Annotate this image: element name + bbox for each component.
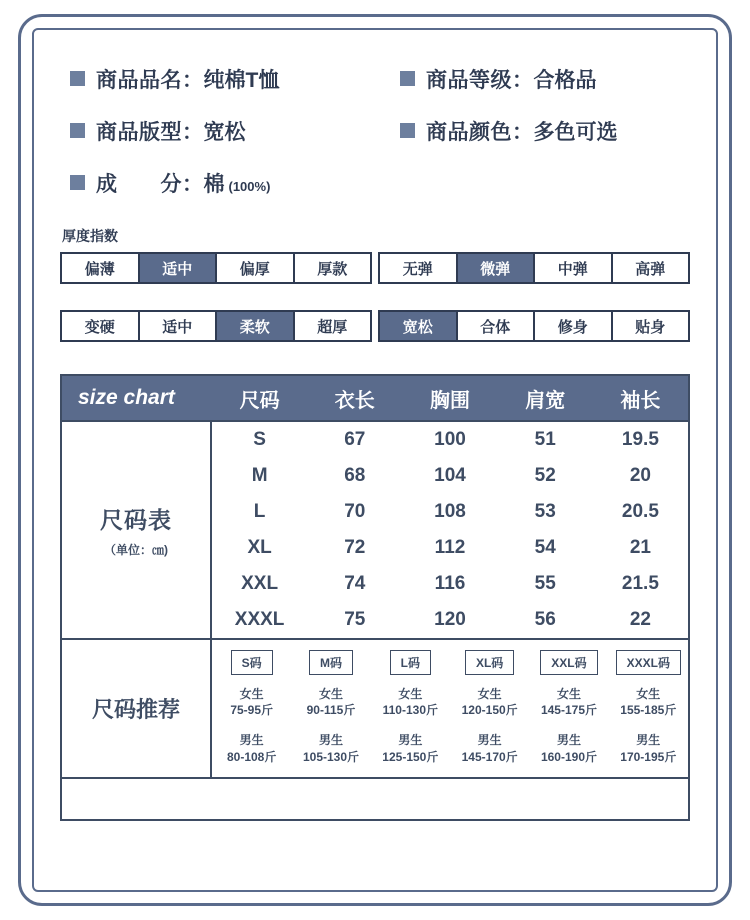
cell-shoulder: 51 [534,429,556,450]
elasticity-option-0[interactable]: 无弹 [380,254,458,282]
cell-size: XL [247,537,272,558]
cell-length: 67 [344,429,366,450]
cell-length: 68 [344,465,366,486]
size-chart-side-title: 尺码表 [100,507,172,533]
size-chart-body [62,420,688,638]
spec-label: 商品等级： [426,69,534,92]
male-weight: 125-150斤 [382,749,439,764]
female-group [383,686,438,718]
softness-option-3[interactable]: 超厚 [317,318,348,336]
table-row [212,422,688,458]
size-chip: S码 [231,650,273,675]
size-chip: XXL码 [540,650,597,675]
male-group [303,732,359,764]
recommendation-column [609,650,688,765]
cell-shoulder: 53 [534,501,556,522]
male-label: 男生 [636,733,661,748]
thickness-selector[interactable] [60,252,372,284]
male-group [541,732,597,764]
square-bullet-icon [400,123,415,138]
size-recommendation-title: 尺码推荐 [62,640,212,777]
spec-item-material [70,168,400,198]
cell-bust: 112 [434,537,466,558]
recommendation-column [371,650,450,765]
male-group [462,732,518,764]
cell-length: 72 [344,537,366,558]
spec-row [70,168,690,198]
page-content [32,28,718,892]
female-label: 女生 [398,687,423,701]
male-weight: 160-190斤 [540,749,597,764]
cell-shoulder: 52 [534,465,556,486]
cell-bust: 104 [434,465,466,486]
square-bullet-icon [70,175,85,190]
spec-row [70,64,690,94]
cell-sleeve: 19.5 [621,429,659,450]
female-group [462,686,518,718]
spec-label: 商品版型： [96,121,204,144]
table-row [212,602,688,638]
fit-option-3[interactable]: 贴身 [635,318,666,336]
spec-sub-value: (100%) [228,179,271,194]
recommendation-column [450,650,529,765]
male-label: 男生 [398,733,423,748]
table-row [212,566,688,602]
spec-item-product-grade [400,64,597,94]
male-label: 男生 [318,733,343,748]
cell-size: XXXL [234,609,285,630]
male-label: 男生 [556,733,581,748]
spec-list [70,64,690,198]
spec-item-fit-type [70,116,400,146]
square-bullet-icon [400,71,415,86]
female-label: 女生 [318,687,343,701]
recommendation-column [529,650,608,765]
spec-value: 棉 [203,173,225,196]
softness-selector[interactable] [60,310,372,342]
cell-sleeve: 21.5 [621,573,659,594]
size-chip: M码 [309,650,353,675]
cell-bust: 100 [434,429,466,450]
female-label: 女生 [556,687,581,701]
female-weight: 110-130斤 [382,703,439,718]
softness-option-1[interactable]: 适中 [140,312,218,340]
female-label: 女生 [477,687,502,701]
cell-shoulder: 54 [534,537,556,558]
spec-label: 成 分： [96,173,204,196]
column-header-sleeve: 袖长 [620,389,661,412]
cell-size: M [251,465,268,486]
spec-item-color [400,116,618,146]
spec-value: 合格品 [533,69,597,92]
recommendation-column [212,650,291,765]
female-weight: 120-150斤 [461,703,518,718]
table-row [212,530,688,566]
female-weight: 90-115斤 [306,703,356,718]
cell-size: L [253,501,266,522]
female-group [230,686,273,718]
column-header-shoulder: 肩宽 [525,389,566,412]
elasticity-selector[interactable] [378,252,690,284]
cell-sleeve: 21 [629,537,651,558]
selector-section [60,226,690,342]
male-label: 男生 [477,733,502,748]
male-weight: 170-195斤 [620,749,677,764]
fit-option-0[interactable]: 宽松 [380,312,458,340]
table-footer-row [62,777,688,819]
cell-length: 74 [344,573,366,594]
size-chip: XXXL码 [616,650,681,675]
female-label: 女生 [239,687,264,701]
size-chart-table [60,374,690,821]
fit-option-1[interactable]: 合体 [458,312,536,340]
cell-size: S [253,429,266,450]
column-header-bust: 胸围 [430,389,470,412]
column-header-size: 尺码 [239,389,280,412]
table-row [212,494,688,530]
size-chart-unit: （单位：㎝) [104,543,168,557]
male-weight: 80-108斤 [226,749,277,764]
cell-sleeve: 20 [629,465,651,486]
male-weight: 145-170斤 [461,749,518,764]
cell-bust: 120 [434,609,466,630]
female-group [541,686,597,718]
female-group [620,686,676,718]
male-label: 男生 [239,733,264,748]
female-weight: 155-185斤 [620,703,677,718]
male-group [227,732,276,764]
elasticity-option-3[interactable]: 高弹 [635,260,666,278]
elasticity-option-2[interactable]: 中弹 [535,254,613,282]
female-label: 女生 [636,687,661,701]
thickness-title: 厚度指数 [62,228,118,244]
size-chart-rows [212,422,688,638]
spec-item-product-name [70,64,400,94]
size-chart-side-label [62,422,212,638]
cell-sleeve: 20.5 [621,501,659,522]
selector-row-1 [60,252,690,284]
elasticity-option-1[interactable]: 微弹 [458,254,536,282]
fit-option-2[interactable]: 修身 [535,312,613,340]
size-recommendation-columns [212,640,688,777]
fit-selector[interactable] [378,310,690,342]
size-recommendation [62,638,688,777]
thickness-option-2[interactable]: 偏厚 [217,254,295,282]
cell-length: 70 [344,501,366,522]
spec-value: 宽松 [203,121,246,144]
recommendation-column [291,650,370,765]
cell-bust: 108 [434,501,466,522]
thickness-option-0[interactable]: 偏薄 [62,254,140,282]
male-weight: 105-130斤 [302,749,360,764]
cell-length: 75 [344,609,366,630]
size-chip: L码 [390,650,431,675]
spec-row [70,116,690,146]
size-chart-title: size chart [78,386,175,409]
cell-shoulder: 55 [534,573,556,594]
softness-option-2[interactable]: 柔软 [217,312,295,340]
square-bullet-icon [70,71,85,86]
spec-label: 商品品名： [96,69,204,92]
male-group [382,732,438,764]
spec-value: 多色可选 [533,121,618,144]
cell-size: XXL [241,573,279,594]
female-weight: 145-175斤 [540,703,597,718]
thickness-option-3[interactable]: 厚款 [317,260,348,278]
column-header-length: 衣长 [334,389,375,412]
softness-option-0[interactable]: 变硬 [62,312,140,340]
square-bullet-icon [70,123,85,138]
cell-bust: 116 [434,573,466,594]
cell-sleeve: 22 [629,609,651,630]
selector-row-2 [60,310,690,342]
male-group [620,732,676,764]
cell-shoulder: 56 [534,609,556,630]
spec-label: 商品颜色： [426,121,534,144]
thickness-option-1[interactable]: 适中 [140,254,218,282]
female-group [307,686,356,718]
size-chip: XL码 [465,650,514,675]
female-weight: 75-95斤 [230,703,274,718]
spec-value: 纯棉T恤 [203,69,280,92]
table-row [212,458,688,494]
size-chart-header [62,376,688,420]
